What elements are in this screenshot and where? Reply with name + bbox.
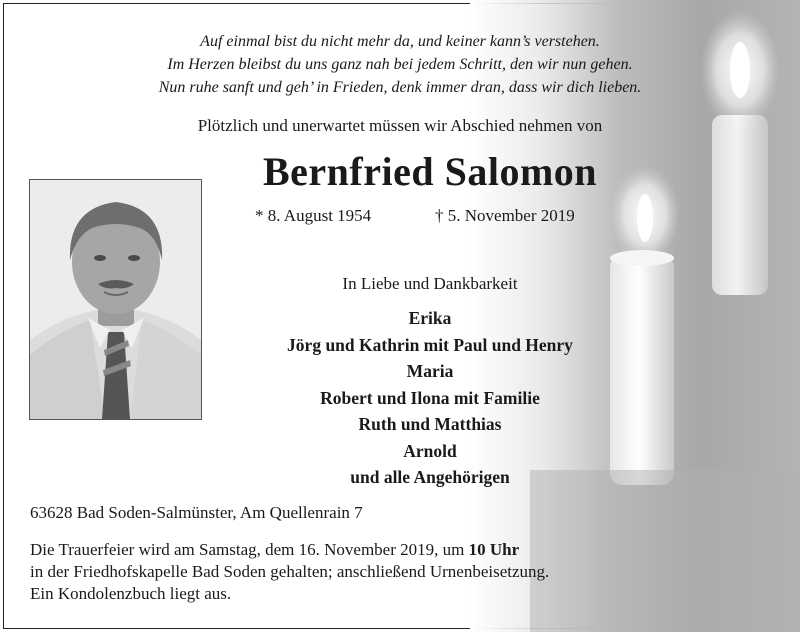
service-line-1 [30,539,630,561]
family-member: Ruth und Matthias [358,414,502,434]
family-member: Arnold [403,440,457,461]
funeral-service-info [30,539,630,605]
memorial-poem [60,30,740,99]
service-line-2: in der Friedhofskapelle Bad Soden gehalten; anschließend Urnenbeisetzung. [30,562,550,581]
poem-line: Nun ruhe sanft und geh’ in Frieden, denk immer dran, dass wir dich lieben. [158,79,642,96]
intro-text: Plötzlich und unerwartet müssen wir Abschied nehmen von [197,116,603,135]
family-member: Maria [406,361,454,381]
family-address: 63628 Bad Soden-Salmünster, Am Quellenrain 7 [30,503,363,522]
poem-line: Im Herzen bleibst du uns ganz nah bei jedem Schritt, den wir nun gehen. [167,56,633,73]
family-list [230,305,630,491]
service-date-text: Die Trauerfeier wird am Samstag, dem 16. November 2019, um [30,540,469,559]
family-member: Jörg und Kathrin mit Paul und Henry [287,334,573,355]
family-member: Robert und Ilona mit Familie [320,387,540,408]
deceased-name: Bernfried Salomon [262,149,598,194]
portrait-illustration [30,180,201,419]
death-date: † 5. November 2019 [435,206,575,225]
family-member: und alle Angehörigen [350,467,510,487]
poem-line: Auf einmal bist du nicht mehr da, und keiner kann’s verstehen. [200,33,600,50]
portrait-photo [29,179,202,420]
thanks-line: In Liebe und Dankbarkeit [342,274,518,293]
service-time: 10 Uhr [468,540,520,559]
family-member: Erika [408,308,452,328]
service-line-3: Ein Kondolenzbuch liegt aus. [30,584,232,603]
birth-date: * 8. August 1954 [255,206,372,225]
